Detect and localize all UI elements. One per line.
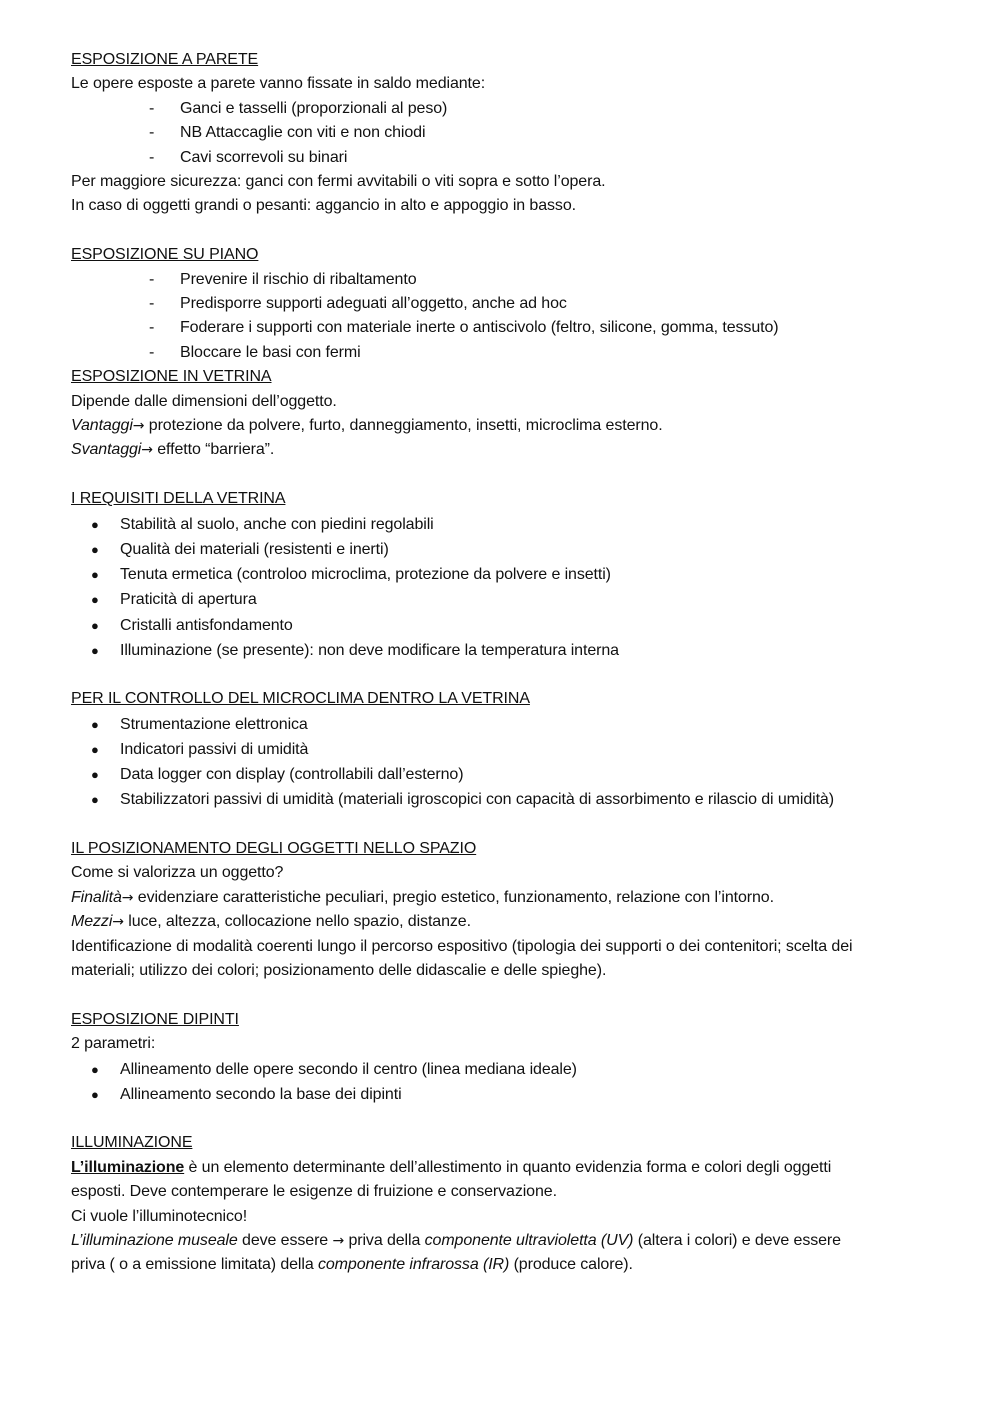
list-item: ● Allineamento delle opere secondo il centro (linea mediana ideale) [71, 1057, 871, 1082]
parete-line-2: In caso di oggetti grandi o pesanti: aggancio in alto e appoggio in basso. [71, 197, 576, 215]
vetrina-svantaggi: Svantaggi→ effetto “barriera”. [71, 441, 275, 459]
heading-illuminazione: ILLUMINAZIONE [71, 1134, 193, 1152]
posizionamento-line-1: Come si valorizza un oggetto? [71, 864, 284, 882]
bullet-icon: ● [91, 1086, 99, 1102]
list-item: - Ganci e tasselli (proporzionali al peso) [149, 99, 448, 117]
heading-microclima: PER IL CONTROLLO DEL MICROCLIMA DENTRO LA VETRINA [71, 690, 530, 708]
illuminazione-para-1: L’illuminazione è un elemento determinante dell’allestimento in quanto evidenzia forma e colori degli oggetti esposti. Deve contemperare le esigenze di fruizione e conservazione. [71, 1158, 832, 1201]
bullet-icon: ● [91, 541, 99, 557]
bullet-icon: ● [91, 1061, 99, 1077]
vetrina-line-1: Dipende dalle dimensioni dell’oggetto. [71, 392, 337, 410]
list-item: ● Allineamento secondo la base dei dipinti [71, 1082, 871, 1107]
list-item: ● Illuminazione (se presente): non deve modificare la temperatura interna [71, 638, 871, 663]
bullet-icon: ● [91, 567, 99, 583]
list-item: - NB Attaccaglie con viti e non chiodi [149, 124, 426, 142]
bullet-icon: ● [91, 716, 99, 732]
list-item: ● Stabilizzatori passivi di umidità (materiali igroscopici con capacità di assorbimento e rilascio di umidità) [71, 787, 871, 812]
posizionamento-finalita: Finalità→ evidenziare caratteristiche peculiari, pregio estetico, funzionamento, relazione con l’intorno. [71, 888, 774, 906]
bullet-icon: ● [91, 592, 99, 608]
list-item: - Foderare i supporti con materiale inerte o antiscivolo (feltro, silicone, gomma, tessuto) [149, 319, 779, 337]
requisiti-list [71, 512, 871, 663]
list-item: ● Indicatori passivi di umidità [71, 737, 871, 762]
list-item: - Bloccare le basi con fermi [149, 343, 361, 361]
illuminazione-line: Ci vuole l’illuminotecnico! [71, 1207, 248, 1225]
piano-list [71, 268, 871, 366]
microclima-list [71, 712, 871, 813]
arrow-icon: → [132, 418, 145, 435]
document-page [71, 48, 871, 1278]
bullet-icon: ● [91, 741, 99, 757]
posizionamento-mezzi: Mezzi→ luce, altezza, collocazione nello spazio, distanze. [71, 913, 471, 931]
heading-posizionamento: IL POSIZIONAMENTO DEGLI OGGETTI NELLO SPAZIO [71, 839, 477, 857]
list-item: ● Praticità di apertura [71, 587, 871, 612]
illuminazione-para-2: L’illuminazione museale deve essere → priva della componente ultravioletta (UV) (altera i colori) e deve essere priva ( o a emissione limitata) della componente infrarossa (IR) (produce calore). [71, 1231, 841, 1274]
arrow-icon: → [112, 914, 124, 931]
parete-intro: Le opere esposte a parete vanno fissate in saldo mediante: [71, 75, 486, 93]
heading-piano: ESPOSIZIONE SU PIANO [71, 246, 259, 264]
dipinti-line-1: 2 parametri: [71, 1035, 156, 1053]
arrow-icon: → [121, 889, 134, 906]
bullet-icon: ● [91, 516, 99, 532]
list-item: ● Tenuta ermetica (controloo microclima, protezione da polvere e insetti) [71, 562, 871, 587]
parete-list [71, 97, 871, 170]
list-item: ● Data logger con display (controllabili dall’esterno) [71, 762, 871, 787]
vetrina-vantaggi: Vantaggi→ protezione da polvere, furto, danneggiamento, insetti, microclima esterno. [71, 417, 663, 435]
posizionamento-para: Identificazione di modalità coerenti lungo il percorso espositivo (tipologia dei supporti o dei contenitori; scelta dei materiali; utilizzo dei colori; posizionamento delle didascalie e delle spieghe). [71, 937, 853, 979]
arrow-icon: → [141, 442, 153, 459]
list-item: - Predisporre supporti adeguati all’oggetto, anche ad hoc [149, 295, 567, 313]
list-item: - Cavi scorrevoli su binari [149, 148, 348, 166]
list-item: ● Strumentazione elettronica [71, 712, 871, 737]
heading-dipinti: ESPOSIZIONE DIPINTI [71, 1010, 239, 1028]
list-item: - Prevenire il rischio di ribaltamento [149, 270, 417, 288]
dipinti-list [71, 1057, 871, 1107]
heading-requisiti: I REQUISITI DELLA VETRINA [71, 490, 286, 508]
bullet-icon: ● [91, 792, 99, 808]
bullet-icon: ● [91, 767, 99, 783]
bullet-icon: ● [91, 617, 99, 633]
arrow-icon: → [332, 1232, 345, 1249]
parete-line-1: Per maggiore sicurezza: ganci con fermi avvitabili o viti sopra e sotto l’opera. [71, 173, 606, 191]
list-item: ● Qualità dei materiali (resistenti e inerti) [71, 537, 871, 562]
bullet-icon: ● [91, 642, 99, 658]
heading-parete: ESPOSIZIONE A PARETE [71, 51, 259, 68]
list-item: ● Stabilità al suolo, anche con piedini regolabili [71, 512, 871, 537]
list-item: ● Cristalli antisfondamento [71, 613, 871, 638]
heading-vetrina: ESPOSIZIONE IN VETRINA [71, 368, 272, 386]
